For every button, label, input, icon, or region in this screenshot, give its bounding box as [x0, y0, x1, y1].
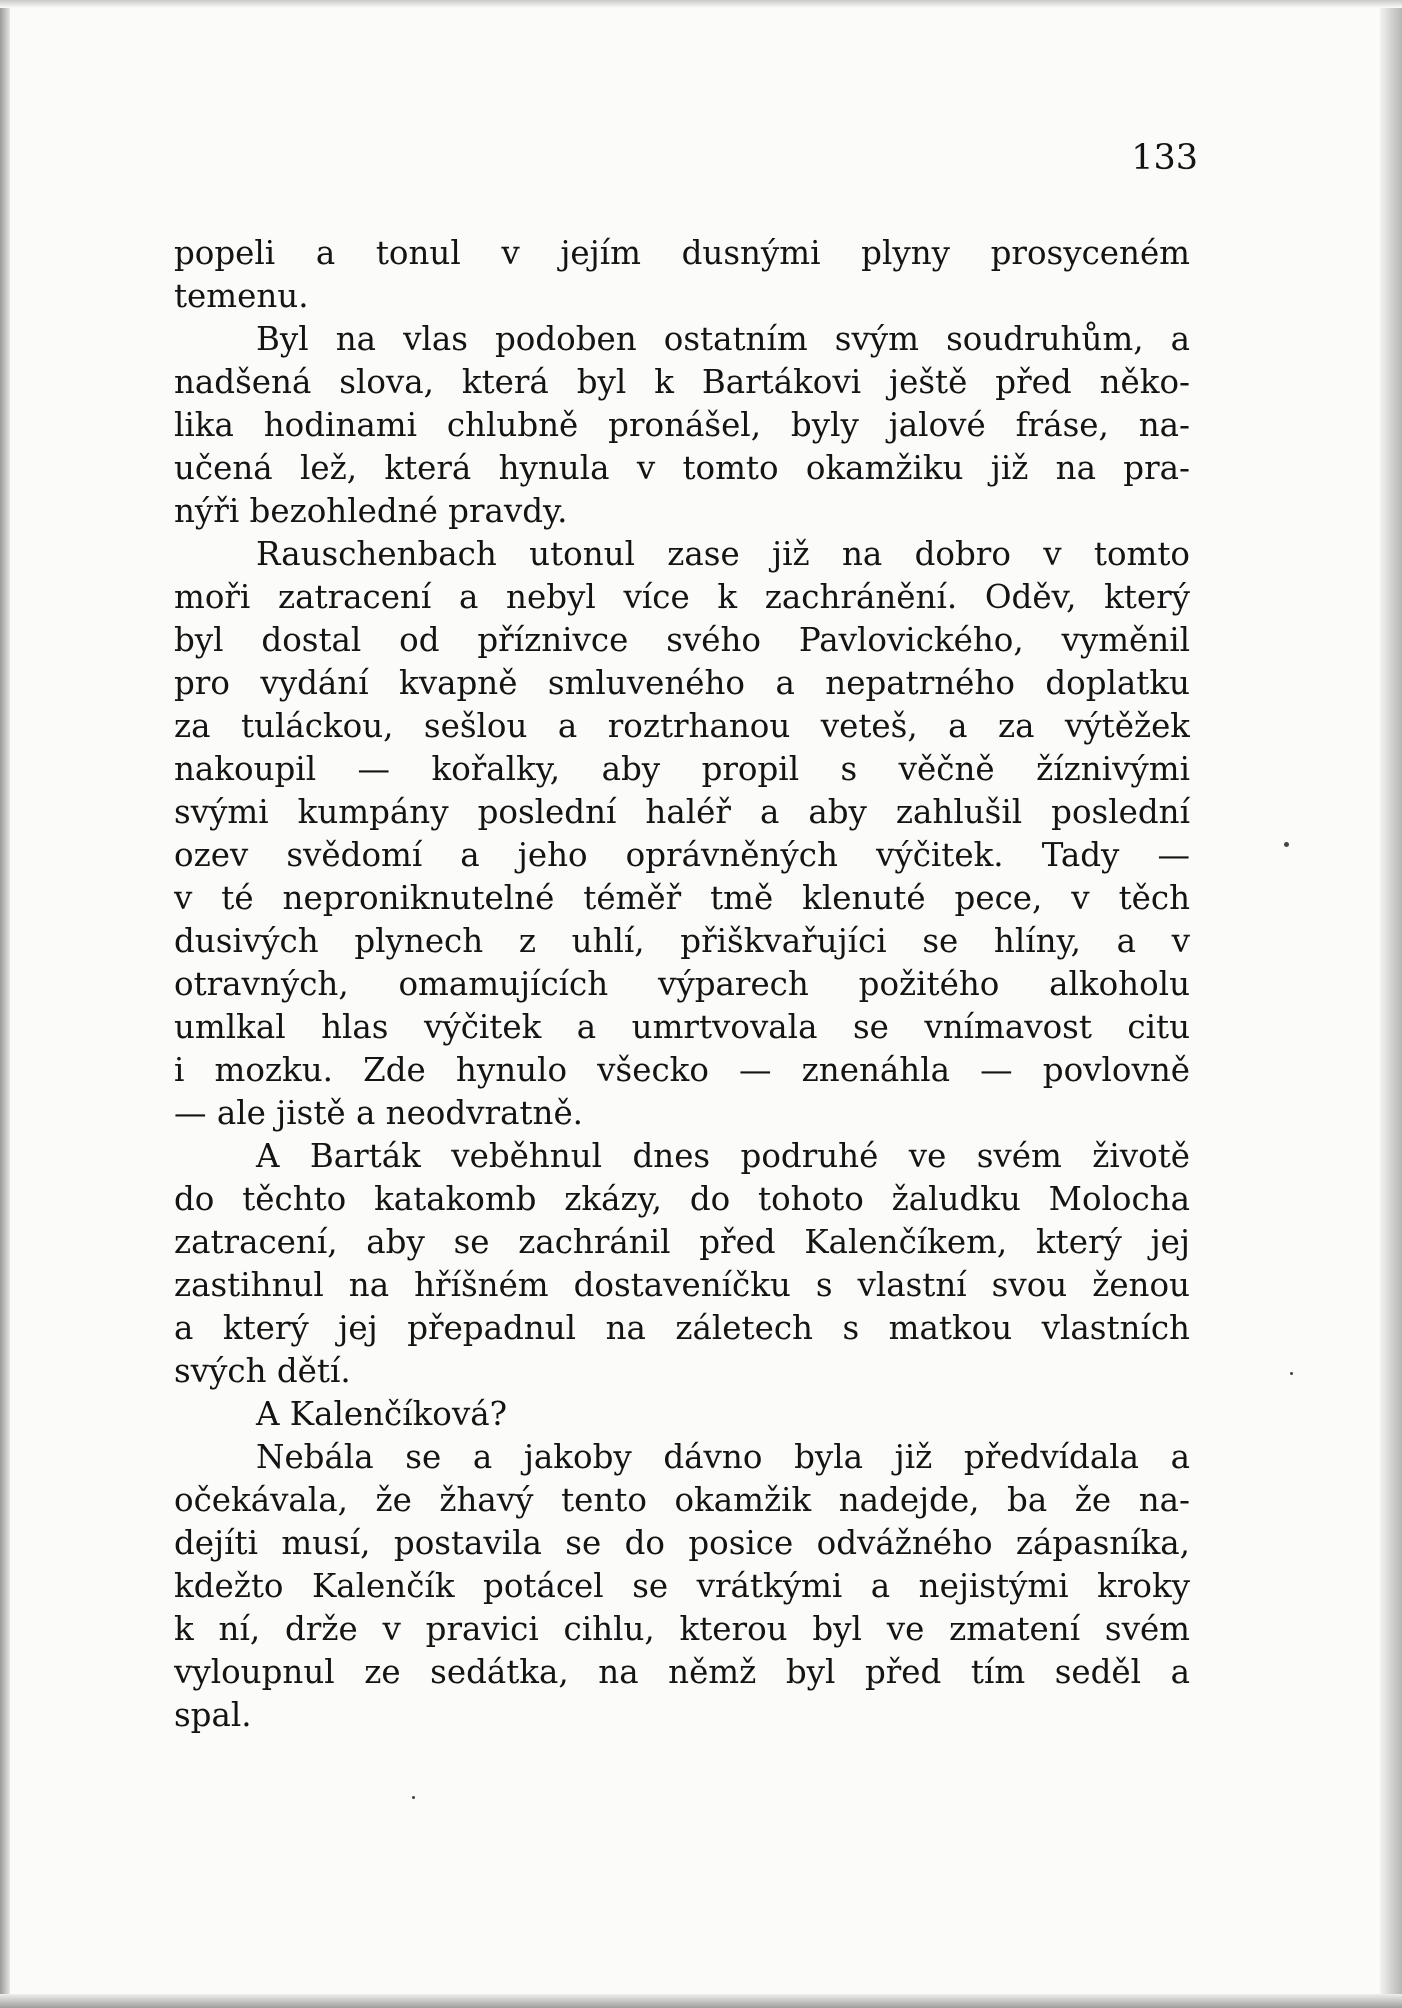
text-line: i mozku. Zde hynulo všecko — znenáhla — povlovně	[174, 1051, 1190, 1089]
text-line: Rauschenbach utonul zase již na dobro v tomto	[256, 535, 1190, 573]
text-line: popeli a tonul v jejím dusnými plyny prosyceném	[174, 234, 1190, 272]
text-line: kdežto Kalenčík potácel se vrátkými a nejistými kroky	[174, 1567, 1190, 1605]
text-line: nakoupil — kořalky, aby propil s věčně žíznivými	[174, 750, 1190, 788]
text-line: učená lež, která hynula v tomto okamžiku již na pra-	[174, 449, 1190, 487]
body-text	[174, 232, 1190, 1737]
text-line: nýři bezohledné pravdy.	[174, 492, 568, 530]
text-line: dejíti musí, postavila se do posice odvážného zápasníka,	[174, 1524, 1190, 1562]
text-line: nadšená slova, která byl k Bartákovi ještě před něko-	[174, 363, 1190, 401]
dust-speck	[1284, 842, 1289, 847]
text-line: temenu.	[174, 277, 309, 315]
page-edge-left	[0, 0, 10, 2008]
text-line: lika hodinami chlubně pronášel, byly jalové fráse, na-	[174, 406, 1190, 444]
text-line: ozev svědomí a jeho oprávněných výčitek. Tady —	[174, 836, 1190, 874]
text-line: moři zatracení a nebyl více k zachránění. Oděv, který	[174, 578, 1190, 616]
text-line: do těchto katakomb zkázy, do tohoto žaludku Molocha	[174, 1180, 1190, 1218]
text-line: svých dětí.	[174, 1352, 351, 1390]
text-line: dusivých plynech z uhlí, přiškvařujíci se hlíny, a v	[174, 922, 1190, 960]
text-line: umlkal hlas výčitek a umrtvovala se vnímavost citu	[174, 1008, 1190, 1046]
page-edge-right	[1380, 0, 1402, 2008]
dust-speck	[1290, 1372, 1293, 1375]
text-line: Nebála se a jakoby dávno byla již předvídala a	[256, 1438, 1190, 1476]
text-line: k ní, drže v pravici cihlu, kterou byl ve zmatení svém	[174, 1610, 1190, 1648]
text-line: — ale jistě a neodvratně.	[174, 1094, 584, 1132]
page-edge-bottom	[0, 1994, 1402, 2008]
text-line: svými kumpány poslední haléř a aby zahlušil poslední	[174, 793, 1190, 831]
text-line: v té neproniknutelné téměř tmě klenuté pece, v těch	[174, 879, 1190, 917]
text-line: za tuláckou, sešlou a roztrhanou veteš, a za výtěžek	[174, 707, 1190, 745]
text-line: A Barták veběhnul dnes podruhé ve svém životě	[256, 1137, 1190, 1175]
page-number: 133	[1131, 138, 1198, 178]
text-line: pro vydání kvapně smluveného a nepatrného doplatku	[174, 664, 1190, 702]
text-line: očekávala, že žhavý tento okamžik nadejde, ba že na-	[174, 1481, 1190, 1519]
text-line: a který jej přepadnul na záletech s matkou vlastních	[174, 1309, 1190, 1347]
text-line: spal.	[174, 1696, 252, 1734]
text-line: byl dostal od příznivce svého Pavlovického, vyměnil	[174, 621, 1190, 659]
text-line: otravných, omamujících výparech požitého alkoholu	[174, 965, 1190, 1003]
text-line: zatracení, aby se zachránil před Kalenčíkem, který jej	[174, 1223, 1190, 1261]
text-line: A Kalenčíková?	[256, 1395, 508, 1433]
dust-speck	[412, 1796, 415, 1799]
text-line: Byl na vlas podoben ostatním svým soudruhům, a	[256, 320, 1190, 358]
text-line: vyloupnul ze sedátka, na němž byl před tím seděl a	[174, 1653, 1190, 1691]
text-line: zastihnul na hříšném dostaveníčku s vlastní svou ženou	[174, 1266, 1190, 1304]
page-edge-top	[0, 0, 1402, 8]
